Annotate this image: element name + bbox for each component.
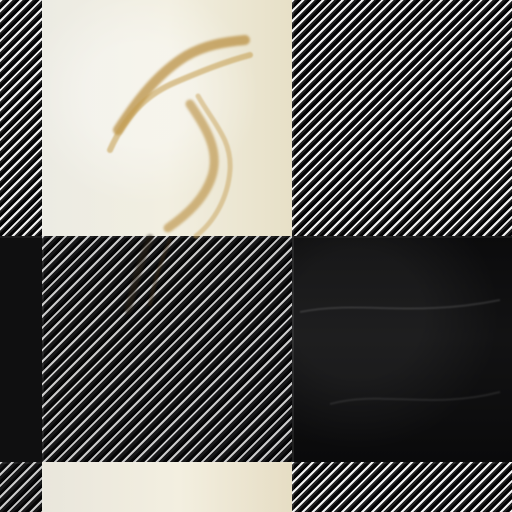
cream-check-block (42, 462, 292, 512)
twill-stripe-block (0, 0, 42, 236)
cream-check-block (42, 0, 292, 236)
twill-stripe-block (42, 236, 292, 462)
black-check-block (292, 236, 512, 462)
twill-stripe-block (292, 0, 512, 236)
twill-stripe-block (292, 462, 512, 512)
twill-stripe-block (0, 462, 42, 512)
black-check-edge (0, 236, 42, 462)
